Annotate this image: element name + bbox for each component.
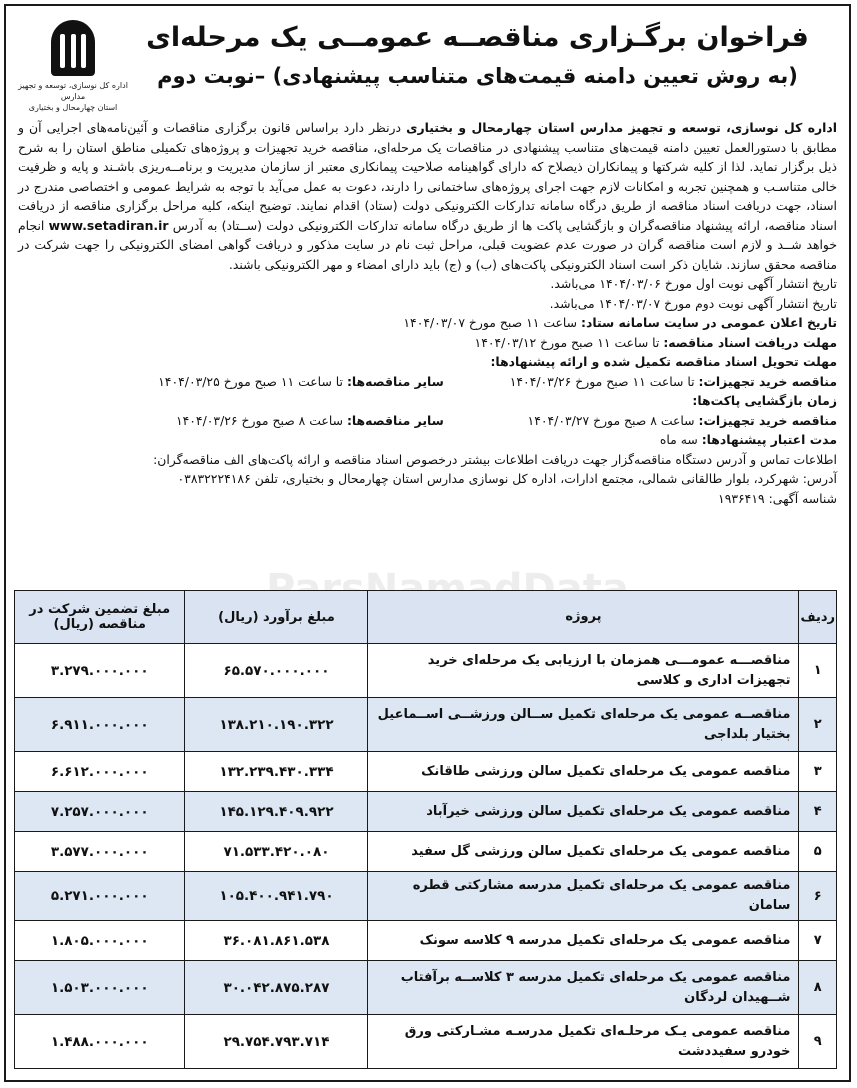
col-project-header: پروژه: [368, 591, 799, 644]
table-row: [15, 1015, 837, 1069]
row-estimate: ۲۹.۷۵۴.۷۹۳.۷۱۴: [185, 1015, 368, 1069]
row-index: ۷: [799, 921, 837, 961]
page-title: فراخوان برگـزاری مناقصــه عمومــی یک مرحله‌ای: [146, 22, 809, 53]
row-project: مناقصه عمومی یـک مرحلـه‌ای تکمیل مدرسـه مشـارکتی ورق خودرو سفیددشت: [368, 1015, 799, 1069]
header: [6, 14, 849, 110]
announce-date: تاریخ اعلان عمومی در سایت سامانه ستاد: ساعت ۱۱ صبح مورخ ۱۴۰۴/۰۳/۰۷: [403, 315, 837, 330]
row-index: ۶: [799, 872, 837, 921]
row-project: مناقصه عمومی یک مرحله‌ای تکمیل مدرسه ۹ کلاسه سونک: [368, 921, 799, 961]
publish-date-first: تاریخ انتشار آگهی نوبت اول مورخ ۱۴۰۴/۰۳/۰۶ می‌باشد.: [550, 276, 837, 291]
tender-table: [14, 590, 837, 1069]
row-index: ۸: [799, 961, 837, 1015]
address: آدرس: شهرکرد، بلوار طالقانی شمالی، مجتمع ادارات، اداره کل نوسازی مدارس استان چهارمحال و بختیاری، تلفن ۰۳۸۳۲۲۲۴۱۸۶: [177, 471, 837, 486]
table-row: [15, 752, 837, 792]
row-index: ۹: [799, 1015, 837, 1069]
table-header-row: [15, 591, 837, 644]
row-deposit: ۱.۴۸۸.۰۰۰.۰۰۰: [15, 1015, 185, 1069]
row-project: مناقصه عمومی یک مرحله‌ای تکمیل سالن ورزشی خیرآباد: [368, 792, 799, 832]
row-project: مناقصـــه عمومـــی همزمان با ارزیابی یک مرحله‌ای خرید تجهیزات اداری و کلاسی: [368, 644, 799, 698]
opening-row: مناقصه خرید تجهیزات: ساعت ۸ صبح مورخ ۱۴۰۴/۰۳/۲۷ سایر مناقصه‌ها: ساعت ۸ صبح مورخ ۱۴۰۴/۰۳/۲۶: [175, 412, 837, 428]
website-link[interactable]: www.setadiran.ir: [48, 217, 169, 233]
row-deposit: ۶.۹۱۱.۰۰۰.۰۰۰: [15, 698, 185, 752]
row-estimate: ۱۳۲.۲۳۹.۴۳۰.۳۳۴: [185, 752, 368, 792]
logo-emblem-icon: [51, 20, 95, 76]
row-estimate: ۱۰۵.۴۰۰.۹۴۱.۷۹۰: [185, 872, 368, 921]
page-subtitle: (به روش تعیین دامنه قیمت‌های متناسب پیشنهادی) –نوبت دوم: [157, 64, 798, 88]
row-index: ۵: [799, 832, 837, 872]
row-index: ۴: [799, 792, 837, 832]
row-estimate: ۳۶.۰۸۱.۸۶۱.۵۳۸: [185, 921, 368, 961]
row-deposit: ۷.۲۵۷.۰۰۰.۰۰۰: [15, 792, 185, 832]
contact-info: اطلاعات تماس و آدرس دستگاه مناقصه‌گزار جهت دریافت اطلاعات بیشتر درخصوص اسناد مناقصه و ارائه پاکت‌های الف مناقصه‌گران:: [153, 451, 837, 467]
validity: مدت اعتبار پیشنهادها: سه ماه: [659, 432, 837, 447]
row-estimate: ۱۴۵.۱۲۹.۴۰۹.۹۲۲: [185, 792, 368, 832]
delivery-row: مناقصه خرید تجهیزات: تا ساعت ۱۱ صبح مورخ ۱۴۰۴/۰۳/۲۶ سایر مناقصه‌ها: تا ساعت ۱۱ صبح مورخ ۱۴۰۴/۰۳/۲۵: [158, 373, 837, 389]
row-project: مناقصــه عمومی یک مرحله‌ای تکمیل ســالن ورزشــی اســماعیل بختیار بلداجی: [368, 698, 799, 752]
row-estimate: ۶۵.۵۷۰.۰۰۰.۰۰۰: [185, 644, 368, 698]
organization-logo: [18, 20, 128, 120]
table-row: [15, 832, 837, 872]
publish-date-second: تاریخ انتشار آگهی نوبت دوم مورخ ۱۴۰۴/۰۳/۰۷ می‌باشد.: [549, 295, 837, 311]
col-deposit-header: مبلغ تضمین شرکت در مناقصه (ریال): [15, 591, 185, 644]
table-row: [15, 872, 837, 921]
delivery-heading: مهلت تحویل اسناد مناقصه تکمیل شده و ارائه پیشنهادها:: [490, 354, 837, 369]
col-index-header: ردیف: [799, 591, 837, 644]
row-project: مناقصه عمومی یک مرحله‌ای تکمیل سالن ورزشی طاقانک: [368, 752, 799, 792]
intro-paragraph: اداره کل نوسازی، توسعه و تجهیز مدارس استان چهارمحال و بختیاری درنظر دارد براساس قانون برگزاری مناقصات و آئین‌نامه‌های اجرایی آن و مطابق با دستورالعمل تعیین دامنه قیمت‌های متناسب پیشنهادی در مناقصات یک مرحله‌ای، مناقصه خرید تجهیزات و پروژه‌های تکمیلی مناطق استان را به شرح ذیل برگزار نماید. لذا از کلیه شرکتها و پیمانکاران ذیصلاح که دارای گواهینامه صلاحیت پیمانکاری معتبر از سازمان مدیریت و برنامــه‌ریزی باشـند و پایه و ظرفیت خالی متناسـب و همچنین تجربه و امکانات لازم جهت اجرای پروژه‌های ساختمانی را دارند، دعوت به عمل می‌آید با توجه به شرایط عمومی و اختصاصی مندرج در اسناد، جهت دریافت اسناد مناقصه از طریق درگاه سامانه تدارکات الکترونیکی دولت (ستاد) اقدام نمایند. توضیح اینکه، کلیه مراحل برگزاری مناقصه از دریافت اسناد مناقصه، ارائه پیشنهاد مناقصه‌گران و بازگشایی پاکت ها از طریق درگاه سامانه تدارکات الکترونیکی دولت (ســتاد) به آدرس www.setadiran.ir انجام خواهد شــد و لازم است مناقصه گران در صورت عدم عضویت قبلی، مراحل ثبت نام در سایت مذکور و دریافت گواهی امضای الکترونیکی را جهت شرکت در مناقصه محقق سازند. شایان ذکر است اسناد الکترونیکی پاکت‌های (ب) و (ج) باید دارای امضاء و مهر الکترونیکی باشند.: [18, 120, 838, 272]
row-estimate: ۳۰.۰۴۲.۸۷۵.۲۸۷: [185, 961, 368, 1015]
row-deposit: ۶.۶۱۲.۰۰۰.۰۰۰: [15, 752, 185, 792]
row-deposit: ۱.۵۰۳.۰۰۰.۰۰۰: [15, 961, 185, 1015]
watermark: ParsNamadData: [266, 566, 629, 612]
row-estimate: ۱۳۸.۲۱۰.۱۹۰.۳۲۲: [185, 698, 368, 752]
row-deposit: ۵.۲۷۱.۰۰۰.۰۰۰: [15, 872, 185, 921]
advertisement-frame: [4, 4, 851, 1082]
row-project: مناقصه عمومی یک مرحله‌ای تکمیل مدرسه ۳ کلاســه برآفتاب شــهیدان لردگان: [368, 961, 799, 1015]
row-deposit: ۳.۵۷۷.۰۰۰.۰۰۰: [15, 832, 185, 872]
col-estimate-header: مبلغ برآورد (ریال): [185, 591, 368, 644]
table-row: [15, 961, 837, 1015]
row-index: ۲: [799, 698, 837, 752]
table-row: [15, 644, 837, 698]
opening-heading: زمان بازگشایی پاکت‌ها:: [692, 393, 837, 408]
logo-caption: اداره کل نوسازی، توسعه و تجهیز مدارس استان چهارمحال و بختیاری: [18, 81, 128, 112]
row-index: ۱: [799, 644, 837, 698]
announcement-body: [18, 118, 837, 508]
table-row: [15, 698, 837, 752]
docs-deadline: مهلت دریافت اسناد مناقصه: تا ساعت ۱۱ صبح مورخ ۱۴۰۴/۰۳/۱۲: [474, 334, 837, 350]
table-row: [15, 921, 837, 961]
row-index: ۳: [799, 752, 837, 792]
table-row: [15, 792, 837, 832]
row-project: مناقصه عمومی یک مرحله‌ای تکمیل سالن ورزشی گل سفید: [368, 832, 799, 872]
row-deposit: ۳.۲۷۹.۰۰۰.۰۰۰: [15, 644, 185, 698]
row-project: مناقصه عمومی یک مرحله‌ای تکمیل مدرسه مشارکتی قطره سامان: [368, 872, 799, 921]
row-deposit: ۱.۸۰۵.۰۰۰.۰۰۰: [15, 921, 185, 961]
ad-id: شناسه آگهی: ۱۹۳۶۴۱۹: [718, 490, 837, 506]
row-estimate: ۷۱.۵۳۳.۴۲۰.۰۸۰: [185, 832, 368, 872]
